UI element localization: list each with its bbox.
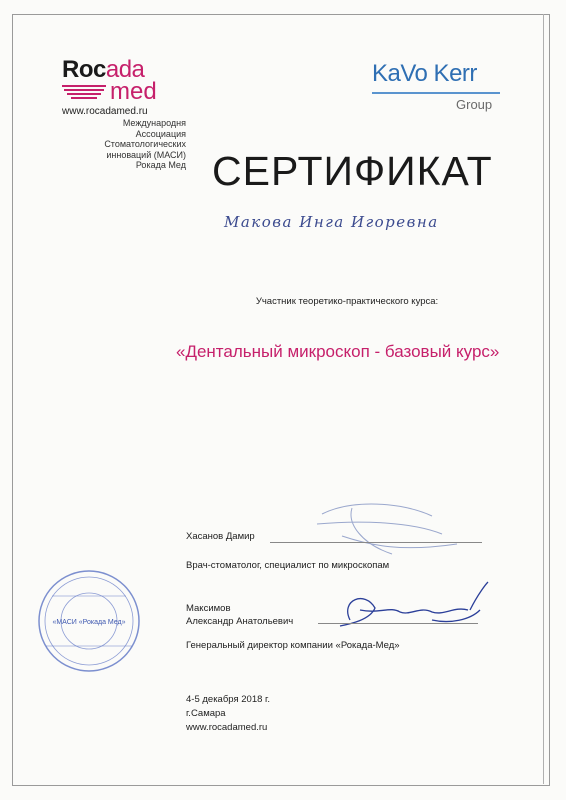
recipient-name: Макова Инга Игоревна — [224, 213, 439, 231]
rocada-stripes-icon — [62, 84, 108, 100]
association-block — [96, 118, 186, 171]
signatory-1-role: Врач-стоматолог, специалист по микроскопам — [186, 560, 390, 571]
signatory-2-role: Генеральный директор компании «Рокада-Мед» — [186, 640, 400, 651]
city-text: г.Самара — [186, 708, 226, 719]
logo-text-roc: Roc — [62, 56, 106, 83]
association-line: Международня — [122, 118, 186, 128]
kavo-underline — [372, 92, 500, 94]
participant-text: Участник теоретико-практического курса: — [255, 296, 439, 307]
kavo-group-label: Group — [456, 97, 493, 112]
course-title: «Дентальный микроскоп - базовый курс» — [176, 342, 500, 361]
signatory-2-given-name: Александр Анатольевич — [186, 616, 294, 627]
signature-line-2 — [318, 623, 478, 624]
signature-2-icon — [320, 580, 490, 640]
site-url: www.rocadamed.ru — [186, 722, 268, 733]
stamp-center-text: «МАСИ «Рокада Мед» — [52, 619, 126, 626]
signatory-1-name: Хасанов Дамир — [186, 531, 255, 542]
page-border-right — [543, 14, 544, 784]
certificate-title: СЕРТИФИКАТ — [212, 148, 493, 194]
logo-text-ada: ada — [105, 56, 145, 83]
association-line: Стоматологических — [104, 139, 186, 149]
association-line: Рокада Мед — [135, 160, 186, 170]
signature-line-1 — [270, 542, 482, 543]
association-line: Ассоциация — [135, 128, 186, 139]
rocada-logo — [62, 58, 172, 108]
logo-text-med: med — [110, 78, 157, 105]
association-line: инноваций (МАСИ) — [106, 149, 186, 160]
signatory-2-surname: Максимов — [186, 603, 231, 614]
kavo-kerr-logo: KaVo Kerr — [372, 60, 477, 87]
date-text: 4-5 декабря 2018 г. — [186, 694, 270, 705]
logo-url: www.rocadamed.ru — [62, 106, 148, 117]
signature-1-icon — [292, 494, 462, 564]
stamp-seal-icon — [34, 566, 144, 676]
